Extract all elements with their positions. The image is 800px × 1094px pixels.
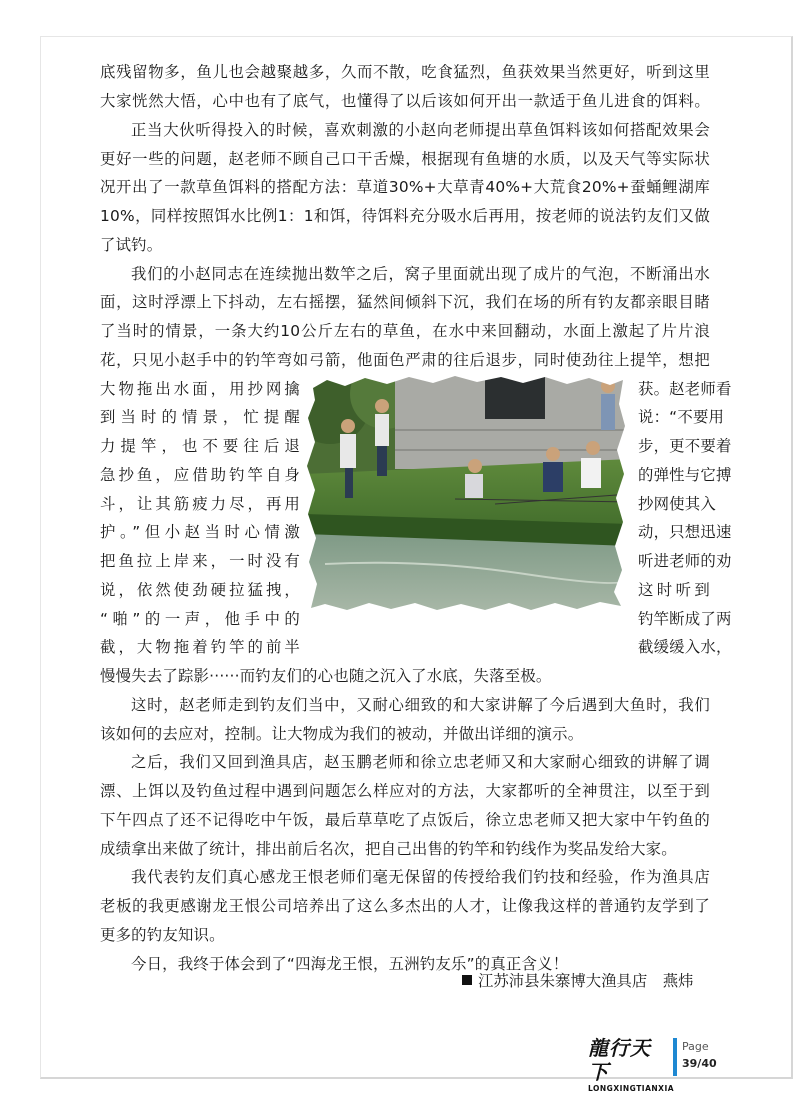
- wrap-right-line: 钓竿断成了两: [638, 610, 732, 628]
- wrap-left-line: 斗，让其筋疲力尽，再用: [100, 495, 300, 513]
- body-line: 大家恍然大悟，心中也有了底气，也懂得了以后该如何开出一款适于鱼儿进食的饵料。: [100, 92, 710, 110]
- wrap-right-line: 这时听到: [638, 581, 710, 599]
- body-line: 我代表钓友们真心感龙王恨老师们毫无保留的传授给我们钓技和经验，作为渔具店: [131, 868, 710, 886]
- wrap-left-line: 把鱼拉上岸来，一时没有: [100, 552, 300, 570]
- square-bullet-icon: [462, 975, 472, 985]
- body-line: 更好一些的问题，赵老师不顾自己口干舌燥，根据现有鱼塘的水质，以及天气等实际状: [100, 150, 710, 168]
- body-line: 我们的小赵同志在连续抛出数竿之后，窝子里面就出现了成片的气泡，不断涌出水: [131, 265, 710, 283]
- body-line: 况开出了一款草鱼饵料的搭配方法：草道30%+大草青40%+大荒食20%+蚕蛹鲤湖库: [100, 178, 710, 196]
- body-line: 下午四点了还不记得吃中午饭，最后草草吃了点饭后，徐立忠老师又把大家中午钓鱼的: [100, 811, 710, 829]
- wrap-left-line: “啪”的一声，他手中的: [100, 610, 300, 628]
- signature-text: 江苏沛县朱寨博大渔具店 燕炜: [478, 972, 694, 990]
- wrap-left-line: 急抄鱼，应借助钓竿自身: [100, 466, 300, 484]
- body-line: 花，只见小赵手中的钓竿弯如弓箭，他面色严肃的往后退步，同时使劲往上提竿，想把: [100, 351, 710, 369]
- body-line: 该如何的去应对，控制。让大物成为我们的被动，并做出详细的演示。: [100, 725, 584, 743]
- body-line: 这时，赵老师走到钓友们当中，又耐心细致的和大家讲解了今后遇到大鱼时，我们: [131, 696, 710, 714]
- wrap-right-line: 步，更不要着: [638, 437, 732, 455]
- logo-chinese: 龍行天下: [588, 1036, 651, 1084]
- body-line: 10%，同样按照饵水比例1：1和饵，待饵料充分吸水后再用，按老师的说法钓友们又做: [100, 207, 710, 225]
- body-line: 底残留物多，鱼儿也会越聚越多，久而不散，吃食猛烈，鱼获效果当然更好，听到这里: [100, 63, 710, 81]
- fishing-photo: [305, 374, 630, 614]
- body-line: 正当大伙听得投入的时候，喜欢刺激的小赵向老师提出草鱼饵料该如何搭配效果会: [131, 121, 710, 139]
- wrap-right-line: 动，只想迅速: [638, 523, 732, 541]
- body-line: 今日，我终于体会到了“四海龙王恨，五洲钓友乐”的真正含义！: [131, 955, 569, 973]
- wrap-right-line: 的弹性与它搏: [638, 466, 732, 484]
- wrap-left-line: 护。”但小赵当时心情激: [100, 523, 300, 541]
- body-line: 了当时的情景，一条大约10公斤左右的草鱼，在水中来回翻动，水面上激起了片片浪: [100, 322, 710, 340]
- wrap-left-line: 力提竿，也不要往后退: [100, 437, 300, 455]
- body-line: 老板的我更感谢龙王恨公司培养出了这么多杰出的人才，让像我这样的普通钓友学到了: [100, 897, 710, 915]
- wrap-right-line: 截缓缓入水，: [638, 638, 732, 656]
- body-line: 慢慢失去了踪影······而钓友们的心也随之沉入了水底，失落至极。: [100, 667, 552, 685]
- wrap-left-line: 大物拖出水面，用抄网擒: [100, 380, 300, 398]
- page-number: 39/40: [682, 1057, 717, 1070]
- body-line: 面，这时浮漂上下抖动，左右摇摆，猛然间倾斜下沉，我们在场的所有钓友都亲眼目睹: [100, 293, 710, 311]
- wrap-right-line: 听进老师的劝: [638, 552, 732, 570]
- body-line: 漂、上饵以及钓鱼过程中遇到问题怎么样应对的方法，大家都听的全神贯注，以至于到: [100, 782, 710, 800]
- magazine-logo: [588, 1036, 675, 1093]
- wrap-right-line: 抄网使其入: [638, 495, 716, 513]
- wrap-right-line: 获。赵老师看: [638, 380, 732, 398]
- body-line: 了试钓。: [100, 236, 163, 254]
- body-line: 更多的钓友知识。: [100, 926, 225, 944]
- footer-accent-bar: [673, 1038, 677, 1076]
- body-line: 之后，我们又回到渔具店，赵玉鹏老师和徐立忠老师又和大家耐心细致的讲解了调: [131, 753, 710, 771]
- logo-english: LONGXINGTIANXIA: [588, 1084, 675, 1093]
- wrap-left-line: 到当时的情景，忙提醒: [100, 408, 300, 426]
- body-line: 成绩拿出来做了统计，排出前后名次，把自己出售的钓竿和钓线作为奖品发给大家。: [100, 840, 677, 858]
- page-label: Page: [682, 1040, 709, 1053]
- author-signature: [462, 968, 722, 994]
- wrap-left-line: 截，大物拖着钓竿的前半: [100, 638, 300, 656]
- wrap-left-line: 说，依然使劲硬拉猛拽，: [100, 581, 300, 599]
- wrap-right-line: 说：“不要用: [638, 408, 725, 426]
